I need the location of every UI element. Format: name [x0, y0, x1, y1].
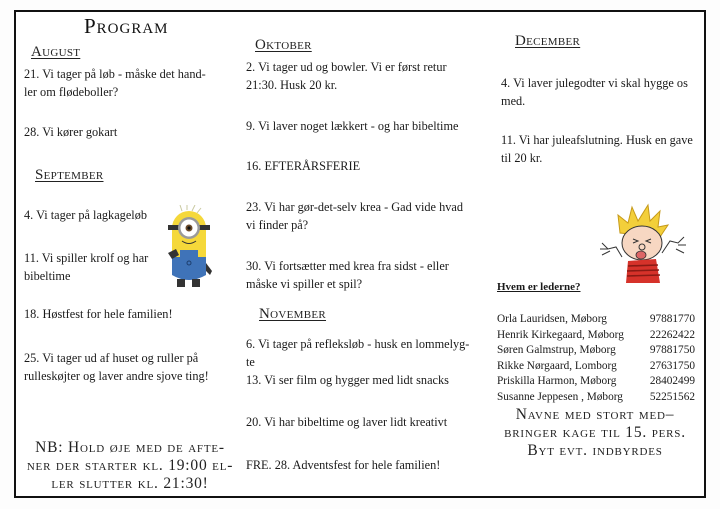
- page-title: Program: [84, 14, 169, 38]
- event-text-line: rulleskøjter og laver andre sjove ting!: [24, 369, 209, 383]
- leader-phone: 97881770: [649, 313, 695, 325]
- leaders-heading: Hvem er lederne?: [497, 281, 581, 293]
- leader-phone: 97881750: [649, 344, 695, 356]
- cake-note: [486, 406, 704, 460]
- leader-name: Orla Lauridsen, Møborg: [497, 313, 607, 325]
- event-text-line: måske vi spiller et spil?: [246, 277, 363, 291]
- leader-phone: 27631750: [649, 359, 695, 372]
- note-line: Byt evt. indbyrdes: [527, 442, 663, 459]
- leader-row: [497, 359, 695, 375]
- leader-row: [497, 374, 695, 390]
- leader-name: Henrik Kirkegaard, Møborg: [497, 328, 624, 341]
- event-okt-9: 9. Vi laver noget lækkert - og har bibeltime: [246, 119, 459, 133]
- minion-illustration: [160, 205, 216, 293]
- event-okt-2: [246, 58, 447, 94]
- left-time-note: [20, 439, 240, 493]
- event-sep-4: 4. Vi tager på lagkageløb: [24, 208, 147, 222]
- event-sep-25: [24, 349, 209, 385]
- leader-name: Susanne Jeppesen , Møborg: [497, 390, 623, 403]
- event-okt-23: [246, 198, 463, 234]
- event-text-line: 30. Vi fortsætter med krea fra sidst - eller: [246, 259, 449, 273]
- note-line: Navne med stort med–: [515, 406, 675, 423]
- event-text-line: 21:30. Husk 20 kr.: [246, 78, 338, 92]
- event-text-line: ler om flødeboller?: [24, 85, 119, 99]
- month-heading-december: December: [515, 33, 581, 49]
- event-text-line: 2. Vi tager ud og bowler. Vi er først retur: [246, 60, 447, 74]
- event-text-line: 21. Vi tager på løb - måske det hand-: [24, 67, 206, 81]
- leader-name: Søren Galmstrup, Møborg: [497, 344, 616, 356]
- event-nov-20: 20. Vi har bibeltime og laver lidt kreativt: [246, 415, 448, 429]
- event-text-line: 4. Vi laver julegodter vi skal hygge os: [501, 76, 688, 90]
- event-text-line: med.: [501, 94, 526, 108]
- event-sep-18: 18. Høstfest for hele familien!: [24, 307, 173, 321]
- month-heading-august: August: [31, 44, 81, 60]
- leader-row: [497, 390, 695, 406]
- calvin-illustration: [598, 203, 688, 283]
- leader-phone: 22262422: [649, 328, 695, 341]
- event-dec-11: [501, 131, 693, 167]
- month-heading-november: November: [259, 306, 327, 322]
- event-okt-16: 16. EFTERÅRSFERIE: [246, 159, 361, 173]
- month-heading-oktober: Oktober: [255, 37, 312, 53]
- note-line: ler slutter kl. 21:30!: [51, 475, 209, 492]
- event-text-line: vi finder på?: [246, 218, 309, 232]
- event-text-line: 6. Vi tager på refleksløb - husk en lommelyg-: [246, 337, 470, 351]
- event-text-line: 25. Vi tager ud af huset og ruller på: [24, 351, 199, 365]
- leader-row: [497, 328, 695, 344]
- event-aug-21: [24, 65, 206, 101]
- event-dec-4: [501, 74, 688, 110]
- event-text-line: bibeltime: [24, 269, 71, 283]
- event-text-line: 11. Vi har juleafslutning. Husk en gave: [501, 133, 693, 147]
- event-text-line: 11. Vi spiller krolf og har: [24, 251, 149, 265]
- event-sep-11: [24, 249, 148, 285]
- note-line: NB: Hold øje med de afte-: [35, 439, 225, 456]
- event-text-line: til 20 kr.: [501, 151, 543, 165]
- event-nov-13: 13. Vi ser film og hygger med lidt snacks: [246, 373, 449, 387]
- event-nov-28: FRE. 28. Adventsfest for hele familien!: [246, 458, 441, 472]
- leader-phone: 28402499: [649, 375, 695, 387]
- leader-phone: 52251562: [649, 390, 695, 403]
- event-aug-28: 28. Vi kører gokart: [24, 125, 118, 139]
- leader-row: [497, 312, 695, 328]
- note-line: ner der starter kl. 19:00 el-: [26, 457, 234, 474]
- note-line: bringer kage til 15. pers.: [504, 424, 686, 441]
- event-okt-30: [246, 257, 449, 293]
- event-text-line: te: [246, 355, 255, 369]
- leader-name: Priskilla Harmon, Møborg: [497, 375, 617, 387]
- event-nov-6: [246, 335, 469, 371]
- leader-name: Rikke Nørgaard, Lomborg: [497, 359, 617, 372]
- event-text-line: 23. Vi har gør-det-selv krea - Gad vide hvad: [246, 200, 463, 214]
- leader-row: [497, 343, 695, 359]
- month-heading-september: September: [35, 167, 104, 183]
- leaders-list: [497, 312, 695, 405]
